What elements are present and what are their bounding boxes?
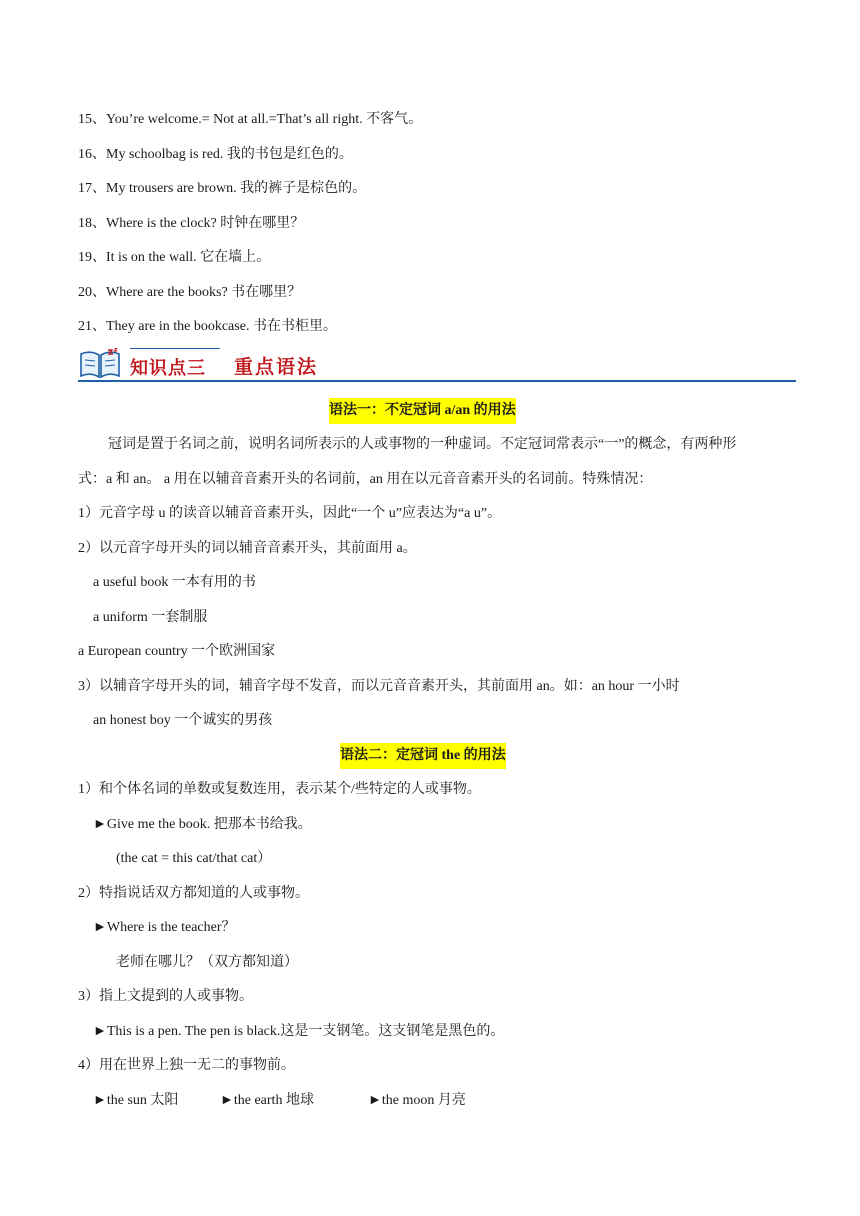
header-top-rule	[130, 348, 220, 349]
grammar-2-example-1-note: (the cat = this cat/that cat）	[116, 851, 272, 866]
grammar-2-example-4c: ►the moon 月亮	[368, 1093, 466, 1108]
grammar-2-heading: 语法二：定冠词 the 的用法	[340, 743, 506, 769]
grammar-1-example-3: a European country 一个欧洲国家	[78, 644, 276, 659]
sentence-15: 15、You’re welcome.= Not at all.=That’s all right. 不客气。	[78, 112, 423, 127]
section-label: 知识点三	[130, 358, 206, 379]
grammar-2-example-4b: ►the earth 地球	[220, 1093, 314, 1108]
grammar-2-rule-2: 2）特指说话双方都知道的人或事物。	[78, 886, 309, 901]
grammar-2-rule-3: 3）指上文提到的人或事物。	[78, 989, 253, 1004]
grammar-2-example-1: ►Give me the book. 把那本书给我。	[93, 817, 312, 832]
grammar-1-rule-2: 2）以元音字母开头的词以辅音音素开头，其前面用 a。	[78, 541, 417, 556]
grammar-2-example-4a: ►the sun 太阳	[93, 1093, 179, 1108]
grammar-1-intro-line-1: 冠词是置于名词之前，说明名词所表示的人或事物的一种虚词。不定冠词常表示“一”的概念，有两种形	[108, 437, 737, 452]
sentence-16: 16、My schoolbag is red. 我的书包是红色的。	[78, 147, 353, 162]
section-header	[78, 342, 796, 386]
section-title: 重点语法	[234, 356, 319, 378]
grammar-1-rule-1: 1）元音字母 u 的读音以辅音音素开头，因此“一个 u”应表达为“a u”。	[78, 506, 502, 521]
grammar-1-rule-3: 3）以辅音字母开头的词，辅音字母不发音，而以元音音素开头，其前面用 an。如：an hour 一小时	[78, 679, 680, 694]
grammar-1-heading: 语法一：不定冠词 a/an 的用法	[329, 398, 516, 424]
sentence-20: 20、Where are the books? 书在哪里？	[78, 285, 302, 300]
sentence-17: 17、My trousers are brown. 我的裤子是棕色的。	[78, 181, 367, 196]
open-book-icon	[78, 348, 122, 380]
sentence-21: 21、They are in the bookcase. 书在书柜里。	[78, 319, 337, 334]
grammar-2-example-2-note: 老师在哪儿？（双方都知道）	[116, 955, 298, 970]
grammar-1-example-1: a useful book 一本有用的书	[93, 575, 256, 590]
grammar-2-rule-1: 1）和个体名词的单数或复数连用，表示某个/些特定的人或事物。	[78, 782, 481, 797]
sentence-18: 18、Where is the clock? 时钟在哪里？	[78, 216, 305, 231]
sentence-19: 19、It is on the wall. 它在墙上。	[78, 250, 271, 265]
grammar-1-example-2: a uniform 一套制服	[93, 610, 208, 625]
grammar-1-intro-line-2: 式：a 和 an。 a 用在以辅音音素开头的名词前，an 用在以元音音素开头的名词前。特殊情况：	[78, 472, 653, 487]
grammar-2-example-2: ►Where is the teacher？	[93, 920, 236, 935]
header-bottom-rule	[78, 380, 796, 382]
grammar-2-example-3: ►This is a pen. The pen is black.这是一支钢笔。这支钢笔是黑色的。	[93, 1024, 505, 1039]
grammar-2-rule-4: 4）用在世界上独一无二的事物前。	[78, 1058, 295, 1073]
grammar-1-example-4: an honest boy 一个诚实的男孩	[93, 713, 273, 728]
